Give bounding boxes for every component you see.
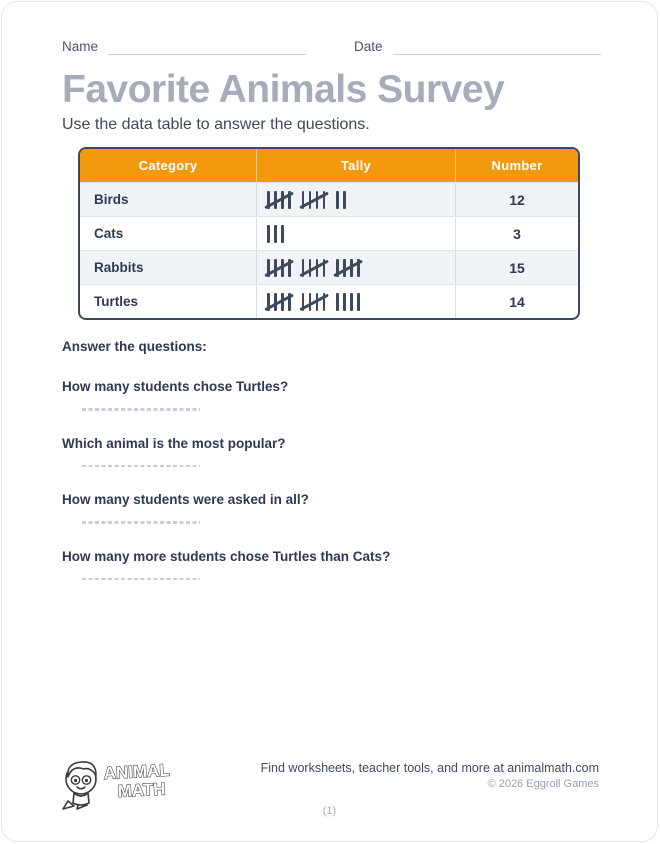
- header-fields: [62, 39, 597, 55]
- name-input-line[interactable]: [108, 39, 306, 55]
- header-number: Number: [455, 149, 578, 182]
- table-row: [80, 182, 578, 216]
- row-category: Turtles: [94, 294, 139, 309]
- answer-line[interactable]: [82, 465, 200, 468]
- question-text: How many more students chose Turtles than Cats?: [62, 548, 391, 564]
- question-block: [62, 379, 597, 411]
- row-category: Cats: [94, 226, 124, 241]
- page-number: (1): [322, 805, 337, 817]
- question-text: How many students chose Turtles?: [62, 379, 289, 394]
- footer: [60, 755, 599, 817]
- question-text: How many students were asked in all?: [62, 492, 309, 507]
- question-block: [62, 436, 597, 468]
- row-tally-marks: [256, 285, 455, 318]
- row-tally-marks: [256, 183, 455, 216]
- page-subtitle: Use the data table to answer the questions.: [62, 116, 370, 133]
- date-field: [354, 39, 601, 55]
- name-label: Name: [62, 39, 99, 54]
- question-block: [62, 492, 597, 524]
- page-title: Favorite Animals Survey: [62, 68, 505, 111]
- row-number: 3: [455, 217, 578, 250]
- date-label: Date: [354, 39, 383, 54]
- header-tally: Tally: [256, 149, 455, 182]
- header-category: Category: [138, 158, 198, 173]
- row-number: 12: [455, 183, 578, 216]
- answer-line[interactable]: [82, 408, 200, 411]
- answer-line[interactable]: [82, 521, 200, 524]
- question-text: Which animal is the most popular?: [62, 435, 286, 451]
- row-number: 14: [455, 285, 578, 318]
- row-number: 15: [455, 251, 578, 284]
- footer-copyright: © 2026 Eggroll Games: [487, 778, 599, 790]
- answer-line[interactable]: [82, 578, 200, 581]
- table-row: [80, 284, 578, 318]
- questions-heading: Answer the questions:: [62, 339, 207, 354]
- animal-math-logo: [60, 753, 186, 811]
- table-header-row: [80, 149, 578, 182]
- name-field: [62, 39, 354, 55]
- logo-text-animal: ANIMAL: [103, 760, 171, 783]
- date-input-line[interactable]: [393, 39, 601, 55]
- row-category: Birds: [94, 192, 129, 207]
- footer-text: [261, 761, 599, 790]
- worksheet-page: [1, 1, 658, 842]
- row-category: Rabbits: [94, 260, 144, 275]
- question-block: [62, 549, 597, 581]
- logo-text-math: MATH: [117, 779, 166, 801]
- tally-table: [78, 147, 580, 320]
- row-tally-marks: [256, 217, 455, 250]
- row-tally-marks: [256, 251, 455, 284]
- footer-find-text: Find worksheets, teacher tools, and more at animalmath.com: [260, 761, 599, 775]
- table-row: [80, 250, 578, 284]
- table-row: [80, 216, 578, 250]
